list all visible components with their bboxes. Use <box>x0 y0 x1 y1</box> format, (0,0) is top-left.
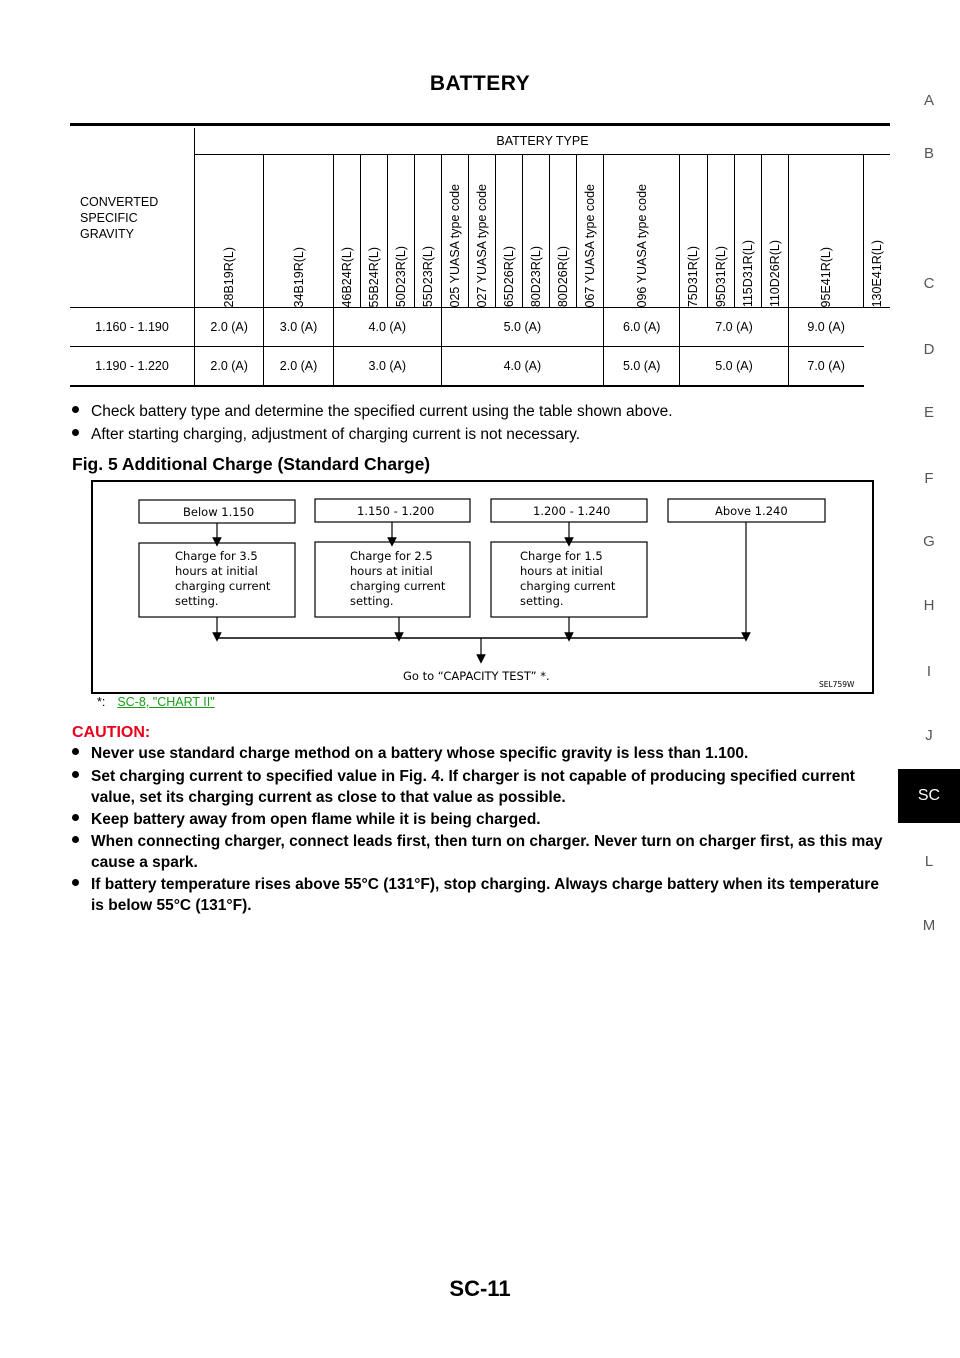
battery-type-label: 80D26R(L) <box>555 245 570 307</box>
battery-type-column <box>522 155 549 308</box>
action-line: setting. <box>350 594 394 608</box>
note-text: After starting charging, adjustment of charging current is not necessary. <box>91 426 581 443</box>
note-item <box>72 401 673 422</box>
battery-type-label: 34B19R(L) <box>291 246 306 307</box>
battery-type-column <box>441 155 468 308</box>
caution-item <box>72 809 890 830</box>
battery-type-column <box>468 155 495 308</box>
gravity-column-header: CONVERTED SPECIFIC GRAVITY <box>70 128 195 308</box>
gravity-range: 1.160 - 1.190 <box>70 308 195 347</box>
battery-type-label: 80D23R(L) <box>528 245 543 307</box>
charging-current-cell: 3.0 (A) <box>333 347 441 387</box>
charging-current-cell: 2.0 (A) <box>195 347 264 387</box>
battery-type-header: BATTERY TYPE <box>195 128 891 155</box>
side-tab-m[interactable]: M <box>922 917 936 934</box>
charge-flowchart <box>91 480 874 694</box>
charging-current-cell: 6.0 (A) <box>603 308 680 347</box>
action-box-0 <box>139 543 295 617</box>
side-tab-g[interactable]: G <box>923 533 935 550</box>
range-box-1 <box>315 499 470 522</box>
charging-current-cell: 5.0 (A) <box>441 308 603 347</box>
caution-text: If battery temperature rises above 55°C (131°F), stop charging. Always charge battery when its temperature is below 55°C (131°F). <box>91 876 879 914</box>
footnote-marker: *: <box>97 695 106 709</box>
bullet-icon <box>72 771 79 778</box>
battery-type-column <box>360 155 387 308</box>
action-line: hours at initial <box>350 564 433 578</box>
battery-type-label: 46B24R(L) <box>339 246 354 307</box>
action-line: Charge for 2.5 <box>350 549 433 563</box>
battery-type-label: 067 YUASA type code <box>582 183 597 307</box>
bullet-icon <box>72 814 79 821</box>
charging-current-cell: 7.0 (A) <box>680 308 788 347</box>
bullet-icon <box>72 748 79 755</box>
charging-current-cell: 2.0 (A) <box>195 308 264 347</box>
battery-type-label: 115D31R(L) <box>740 239 755 307</box>
figure-code: SEL759W <box>819 680 855 689</box>
table-row <box>70 308 890 347</box>
note-text: Check battery type and determine the specified current using the table shown above. <box>91 403 673 420</box>
charging-current-cell: 3.0 (A) <box>264 308 333 347</box>
range-label: 1.150 - 1.200 <box>357 504 435 518</box>
side-tab-h[interactable]: H <box>923 597 935 614</box>
bullet-icon <box>72 879 79 886</box>
action-line: charging current <box>350 579 446 593</box>
range-box-2 <box>491 499 647 522</box>
battery-type-label: 95D31R(L) <box>713 245 728 307</box>
side-tab-c[interactable]: C <box>923 275 935 292</box>
charging-current-cell: 4.0 (A) <box>333 308 441 347</box>
battery-type-column <box>549 155 576 308</box>
header-rule <box>70 123 890 126</box>
charging-current-cell: 2.0 (A) <box>264 347 333 387</box>
caution-text: Never use standard charge method on a battery whose specific gravity is less than 1.100. <box>91 745 749 762</box>
side-tab-l[interactable]: L <box>924 853 934 870</box>
range-box-3 <box>668 499 825 522</box>
chart-ii-link[interactable]: SC-8, "CHART II" <box>117 695 215 709</box>
bullet-icon <box>72 406 79 413</box>
battery-type-label: 55D23R(L) <box>420 245 435 307</box>
battery-type-column <box>864 155 890 308</box>
action-box-1 <box>315 542 470 617</box>
battery-type-column <box>414 155 441 308</box>
goto-capacity-test: Go to “CAPACITY TEST” *. <box>403 669 550 683</box>
battery-type-label: 28B19R(L) <box>222 246 237 307</box>
action-line: charging current <box>520 579 616 593</box>
bullet-icon <box>72 429 79 436</box>
page-title: BATTERY <box>429 72 531 95</box>
battery-type-column <box>603 155 680 308</box>
range-box-0 <box>139 500 295 523</box>
table-row <box>70 347 890 387</box>
side-tab-e[interactable]: E <box>923 404 934 421</box>
side-tab-d[interactable]: D <box>923 341 935 358</box>
range-label: Below 1.150 <box>183 505 255 519</box>
charging-current-cell: 7.0 (A) <box>788 347 864 387</box>
action-line: charging current <box>175 579 271 593</box>
caution-label: CAUTION: <box>72 724 151 741</box>
battery-type-label: 65D26R(L) <box>501 245 516 307</box>
bullet-icon <box>72 836 79 843</box>
action-box-2 <box>491 542 647 617</box>
note-item <box>72 424 580 445</box>
caution-text: Keep battery away from open flame while it is being charged. <box>91 811 541 828</box>
charging-current-table <box>70 128 890 387</box>
battery-type-label: 130E41R(L) <box>870 239 885 307</box>
battery-type-label: 75D31R(L) <box>686 245 701 307</box>
battery-type-column <box>495 155 522 308</box>
caution-item <box>72 766 890 808</box>
battery-type-column <box>680 155 707 308</box>
action-line: Charge for 3.5 <box>175 549 258 563</box>
range-label: Above 1.240 <box>715 504 788 518</box>
action-line: setting. <box>520 594 564 608</box>
caution-item <box>72 743 890 764</box>
battery-type-label: 027 YUASA type code <box>474 183 489 307</box>
charging-current-cell: 5.0 (A) <box>603 347 680 387</box>
figure-footnote <box>97 695 215 709</box>
battery-type-column <box>707 155 734 308</box>
caution-item <box>72 831 890 873</box>
battery-type-label: 55B24R(L) <box>366 246 381 307</box>
action-line: hours at initial <box>520 564 603 578</box>
action-line: setting. <box>175 594 219 608</box>
battery-type-column <box>333 155 360 308</box>
gravity-range: 1.190 - 1.220 <box>70 347 195 387</box>
charging-current-cell: 9.0 (A) <box>788 308 864 347</box>
battery-type-column <box>195 155 264 308</box>
caution-text: When connecting charger, connect leads first, then turn on charger. Never turn on charger first, as this may cause a spark. <box>91 833 883 871</box>
caution-item <box>72 874 890 916</box>
charging-current-cell: 5.0 (A) <box>680 347 788 387</box>
side-tab-sc[interactable]: SC <box>898 769 960 823</box>
battery-type-column <box>264 155 333 308</box>
section-heading: Fig. 5 Additional Charge (Standard Charge) <box>72 454 431 474</box>
battery-type-label: 025 YUASA type code <box>447 183 462 307</box>
action-line: hours at initial <box>175 564 258 578</box>
side-tab-j[interactable]: J <box>925 727 933 744</box>
battery-type-label: 096 YUASA type code <box>634 183 649 307</box>
caution-text: Set charging current to specified value in Fig. 4. If charger is not capable of producing specified current value, set its charging current as close to that value as possible. <box>91 768 855 806</box>
side-tab-b[interactable]: B <box>923 145 934 162</box>
side-tab-i[interactable]: I <box>926 663 932 680</box>
battery-type-label: 50D23R(L) <box>393 245 408 307</box>
page-number: SC-11 <box>449 1276 511 1301</box>
battery-type-label: 95E41R(L) <box>818 246 833 307</box>
side-tab-a[interactable]: A <box>923 92 934 109</box>
action-line: Charge for 1.5 <box>520 549 603 563</box>
battery-type-column <box>734 155 761 308</box>
battery-type-label: 110D26R(L) <box>767 239 782 307</box>
range-label: 1.200 - 1.240 <box>533 504 611 518</box>
charging-current-cell: 4.0 (A) <box>441 347 603 387</box>
battery-type-column <box>788 155 864 308</box>
battery-type-column <box>387 155 414 308</box>
flowchart-drawing <box>93 482 872 692</box>
side-tab-f[interactable]: F <box>924 470 934 487</box>
battery-type-column <box>576 155 603 308</box>
battery-type-column <box>761 155 788 308</box>
